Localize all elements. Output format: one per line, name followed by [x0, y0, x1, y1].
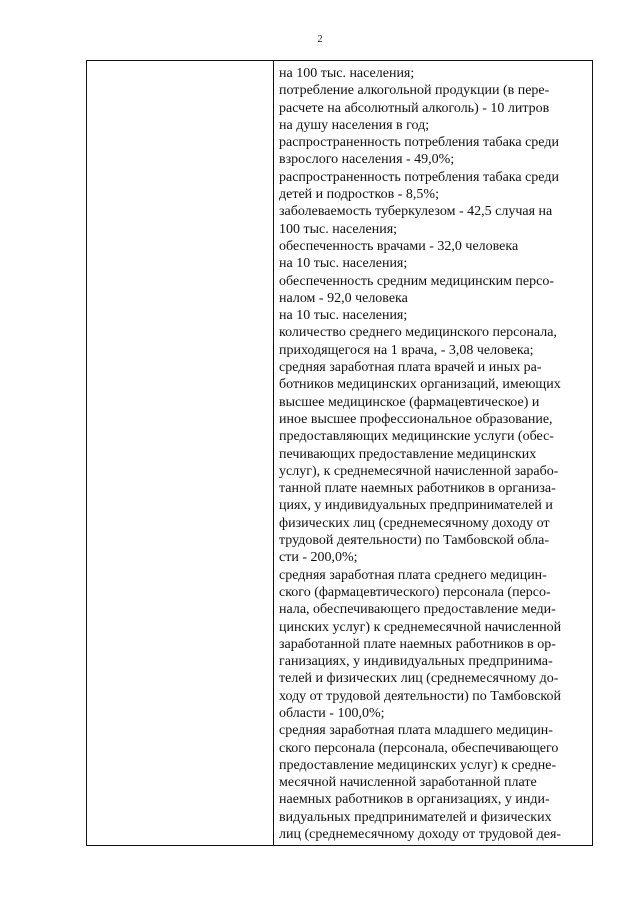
text-line: взрослого населения - 49,0%;	[279, 152, 455, 168]
text-line: лиц (среднемесячному доходу от трудовой дея-	[279, 827, 562, 843]
text-line: средняя заработная плата врачей и иных ра-	[279, 360, 542, 376]
text-column	[279, 65, 587, 843]
text-line: 100 тыс. населения;	[279, 221, 398, 237]
text-line: сти - 200,0%;	[279, 550, 358, 566]
text-line: средняя заработная плата среднего медицин-	[279, 567, 547, 583]
text-line: распространенность потребления табака среди	[279, 135, 559, 151]
text-line: трудовой деятельности) по Тамбовской обла-	[279, 533, 550, 549]
text-line: средняя заработная плата младшего медицин-	[279, 723, 553, 739]
text-line: ботников медицинских организаций, имеющих	[279, 377, 561, 393]
text-line: физических лиц (среднемесячному доходу от	[279, 515, 550, 531]
text-line: циях, у индивидуальных предпринимателей и	[279, 498, 553, 514]
text-line: видуальных предпринимателей и физических	[279, 809, 552, 825]
text-line: ского персонала (персонала, обеспечивающего	[279, 740, 559, 756]
text-line: печивающих предоставление медицинских	[279, 446, 537, 462]
page-number: 2	[317, 34, 323, 45]
text-line: на 10 тыс. населения;	[279, 308, 408, 324]
text-line: танной плате наемных работников в организа-	[279, 481, 556, 497]
text-line: распространенность потребления табака среди	[279, 169, 559, 185]
text-line: на душу населения в год;	[279, 117, 430, 133]
text-line: ходу от трудовой деятельности) по Тамбовской	[279, 688, 561, 704]
text-line: наемных работников в организациях, у инди-	[279, 792, 550, 808]
text-line: услуг), к среднемесячной начисленной зарабо-	[279, 463, 559, 479]
text-line: налом - 92,0 человека	[279, 290, 408, 306]
text-line: иное высшее профессиональное образование,	[279, 411, 553, 427]
text-line: детей и подростков - 8,5%;	[279, 187, 439, 203]
text-line: предоставление медицинских услуг) к средне-	[279, 757, 557, 773]
text-line: области - 100,0%;	[279, 705, 385, 721]
text-line: расчете на абсолютный алкоголь) - 10 литров	[279, 100, 550, 116]
text-line: высшее медицинское (фармацевтическое) и	[279, 394, 540, 410]
text-line: ского (фармацевтического) персонала (персо-	[279, 584, 551, 600]
text-line: обеспеченность врачами - 32,0 человека	[279, 238, 519, 254]
text-line: на 100 тыс. населения;	[279, 66, 415, 81]
text-line: заболеваемость туберкулезом - 42,5 случая на	[279, 204, 553, 220]
text-line: месячной начисленной заработанной плате	[279, 775, 537, 791]
column-divider	[273, 61, 274, 845]
text-line: цинских услуг) к среднемесячной начисленной	[279, 619, 562, 635]
text-line: потребление алкогольной продукции (в пере-	[279, 83, 550, 99]
document-table	[86, 60, 593, 846]
text-line: ганизациях, у индивидуальных предпринима-	[279, 654, 553, 670]
text-line: заработанной плате наемных работников в ор-	[279, 636, 556, 652]
text-line: телей и физических лиц (среднемесячному до-	[279, 671, 559, 687]
text-line: количество среднего медицинского персонала,	[279, 325, 557, 341]
text-line: нала, обеспечивающего предоставление меди-	[279, 602, 556, 618]
text-line: обеспеченность средним медицинским персо-	[279, 273, 555, 289]
text-line: предоставляющих медицинские услуги (обес-	[279, 429, 554, 445]
text-line: на 10 тыс. населения;	[279, 256, 408, 272]
text-line: приходящегося на 1 врача, - 3,08 человека;	[279, 342, 534, 358]
